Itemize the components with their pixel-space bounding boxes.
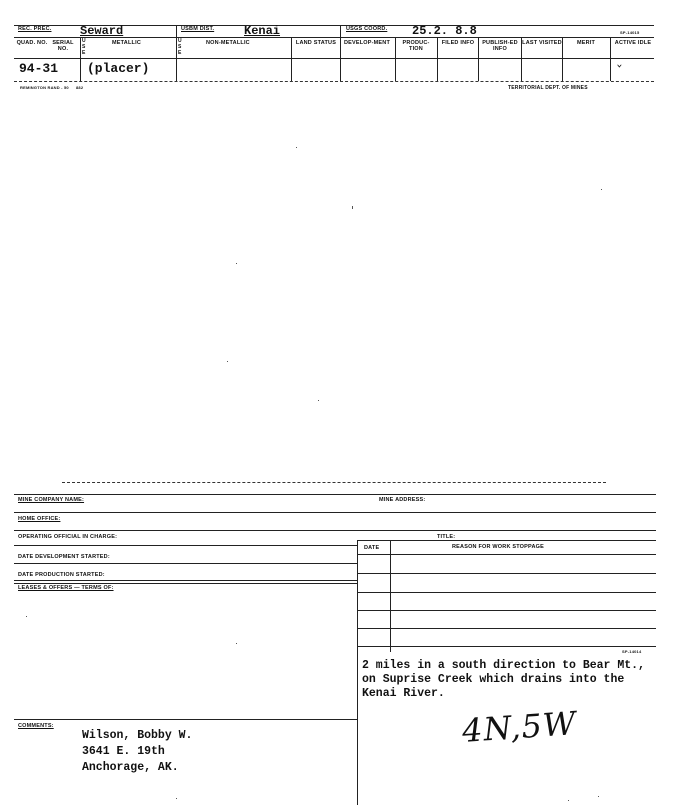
usgs-coord-value: 25.2. 8.8 — [412, 24, 477, 38]
top-form-number: SP-14015 — [620, 30, 640, 35]
bottom-form-number: SP-14014 — [622, 649, 642, 654]
active-idle-header: ACTIVE IDLE — [614, 40, 652, 46]
date-development-started-label: DATE DEVELOPMENT STARTED: — [18, 554, 110, 560]
location-description: 2 miles in a south direction to Bear Mt., on Suprise Creek which drains into the Kenai River. — [362, 659, 645, 700]
handwritten-township-note: 4N,5W — [460, 704, 578, 750]
rec-prec-label: REC. PREC. — [18, 26, 52, 32]
metallic-value: (placer) — [87, 61, 150, 76]
leases-offers-label: LEASES & OFFERS — TERMS OF: — [18, 585, 114, 591]
production-header: PRODUC-TION — [402, 40, 430, 52]
title-label: TITLE: — [437, 534, 456, 540]
serial-no-header: SERIAL NO. — [52, 40, 74, 52]
footer-manufacturer: REMINGTON RAND - 50 — [20, 85, 69, 90]
mine-address-label: MINE ADDRESS: — [379, 497, 426, 503]
mine-company-name-label: MINE COMPANY NAME: — [18, 497, 85, 503]
quad-serial-value: 94-31 — [19, 61, 59, 76]
stoppage-reason-header: REASON FOR WORK STOPPAGE — [452, 544, 544, 550]
footer-dept: TERRITORIAL DEPT. OF MINES — [508, 85, 588, 91]
last-visited-header: LAST VISITED — [522, 40, 562, 46]
usbm-dist-value: Kenai — [244, 24, 281, 38]
merit-header: MERIT — [576, 40, 596, 46]
usgs-coord-label: USGS COORD. — [346, 26, 388, 32]
metallic-header: METALLIC — [112, 40, 141, 46]
filed-info-header: FILED INFO — [441, 40, 475, 46]
use-marks-metallic: U S E — [82, 38, 86, 56]
development-header: DEVELOP-MENT — [343, 40, 391, 46]
usbm-dist-label: USBM DIST. — [181, 26, 215, 32]
use-marks-nonmetallic: U S E — [178, 38, 182, 56]
comments-text: Wilson, Bobby W. 3641 E. 19th Anchorage, AK. — [82, 729, 193, 774]
home-office-label: HOME OFFICE: — [18, 516, 61, 522]
published-info-header: PUBLISH-ED INFO — [482, 40, 518, 52]
non-metallic-header: NON-METALLIC — [206, 40, 250, 46]
active-check-mark: ‸ — [617, 65, 622, 81]
land-status-header: LAND STATUS — [295, 40, 337, 46]
stoppage-date-header: DATE — [364, 545, 380, 551]
rec-prec-value: Seward — [80, 24, 124, 38]
quad-no-header: QUAD. NO. — [16, 40, 48, 46]
comments-label: COMMENTS: — [18, 723, 54, 729]
operating-official-label: OPERATING OFFICIAL IN CHARGE: — [18, 534, 118, 540]
footer-code: 882 — [76, 85, 84, 90]
date-production-started-label: DATE PRODUCTION STARTED: — [18, 572, 105, 578]
